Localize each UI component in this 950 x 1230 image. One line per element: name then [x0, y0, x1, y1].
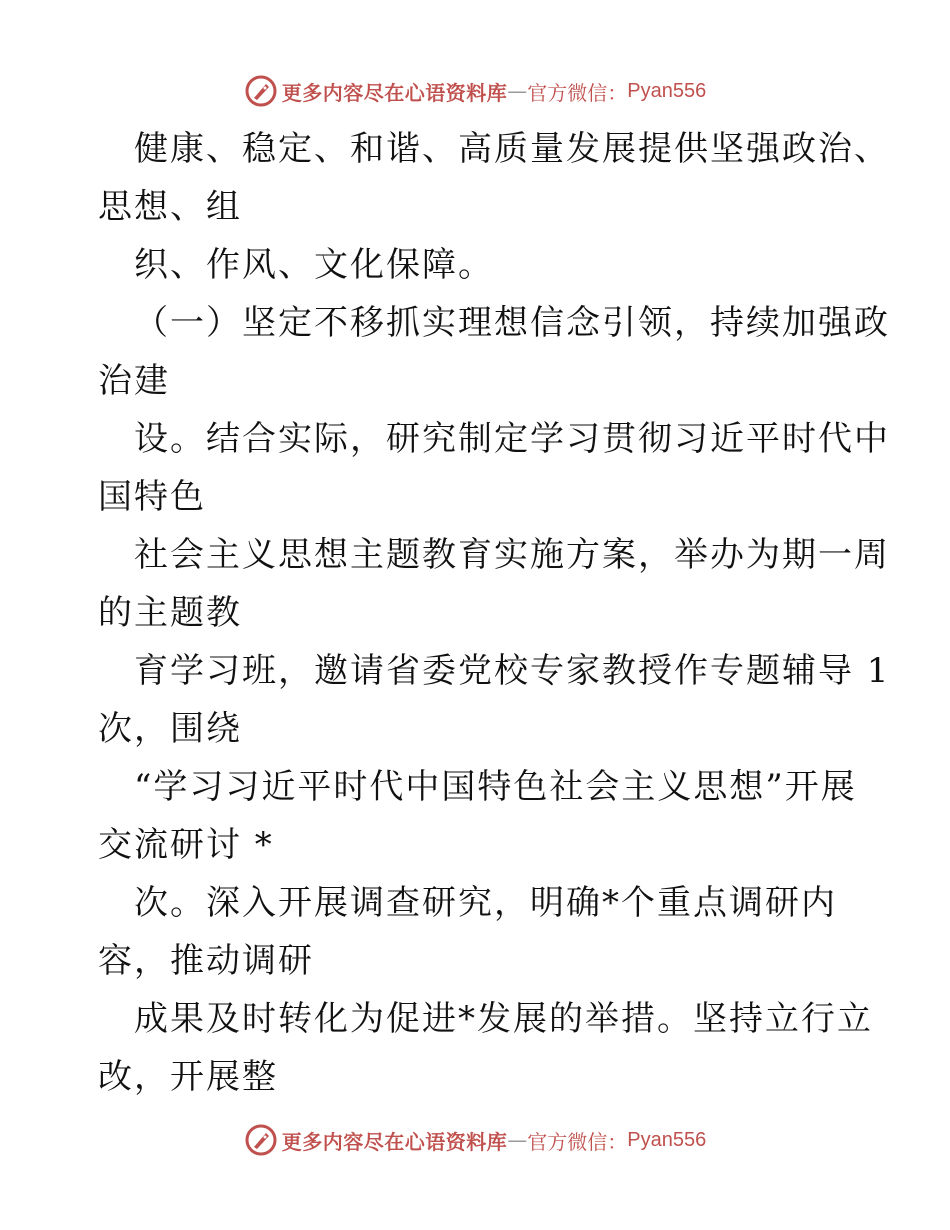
pen-nib-circle-icon — [244, 1123, 278, 1157]
text-line: 治建 — [98, 361, 170, 401]
watermark-main-text: 更多内容尽在心语资料库 — [281, 80, 508, 105]
text-line: 交流研讨 * — [98, 825, 274, 865]
text-line: （一）坚定不移抓实理想信念引领，持续加强政 — [134, 303, 890, 343]
watermark-label: 官方微信： — [527, 80, 628, 105]
text-line: 成果及时转化为促进*发展的举措。坚持立行立 — [134, 999, 873, 1039]
text-line: 思想、组 — [98, 187, 242, 227]
text-line: 改，开展整 — [98, 1057, 278, 1097]
text-line: 容，推动调研 — [98, 941, 314, 981]
text-line: 次。深入开展调查研究，明确*个重点调研内 — [134, 883, 837, 923]
watermark-dash: — — [507, 79, 528, 103]
watermark-main-text: 更多内容尽在心语资料库 — [281, 1129, 508, 1154]
text-line: “学习习近平时代中国特色社会主义思想”开展 — [134, 767, 857, 807]
text-line: 国特色 — [98, 477, 206, 517]
document-body — [98, 120, 891, 1106]
text-line: 织、作风、文化保障。 — [134, 245, 494, 285]
header-watermark — [0, 71, 950, 111]
text-line: 的主题教 — [98, 593, 242, 633]
text-line: 育学习班，邀请省委党校专家教授作专题辅导 1 — [134, 651, 891, 691]
watermark-dash: — — [507, 1128, 528, 1152]
watermark-wechat-id: Pyan556 — [627, 79, 707, 102]
watermark-label: 官方微信： — [527, 1129, 628, 1154]
watermark-wechat-id: Pyan556 — [627, 1128, 707, 1151]
footer-watermark — [0, 1120, 950, 1160]
pen-nib-circle-icon — [244, 74, 278, 108]
text-line: 社会主义思想主题教育实施方案，举办为期一周 — [134, 535, 890, 575]
text-line: 次，围绕 — [98, 709, 242, 749]
text-line: 健康、稳定、和谐、高质量发展提供坚强政治、 — [134, 129, 890, 169]
text-line: 设。结合实际，研究制定学习贯彻习近平时代中 — [134, 419, 890, 459]
